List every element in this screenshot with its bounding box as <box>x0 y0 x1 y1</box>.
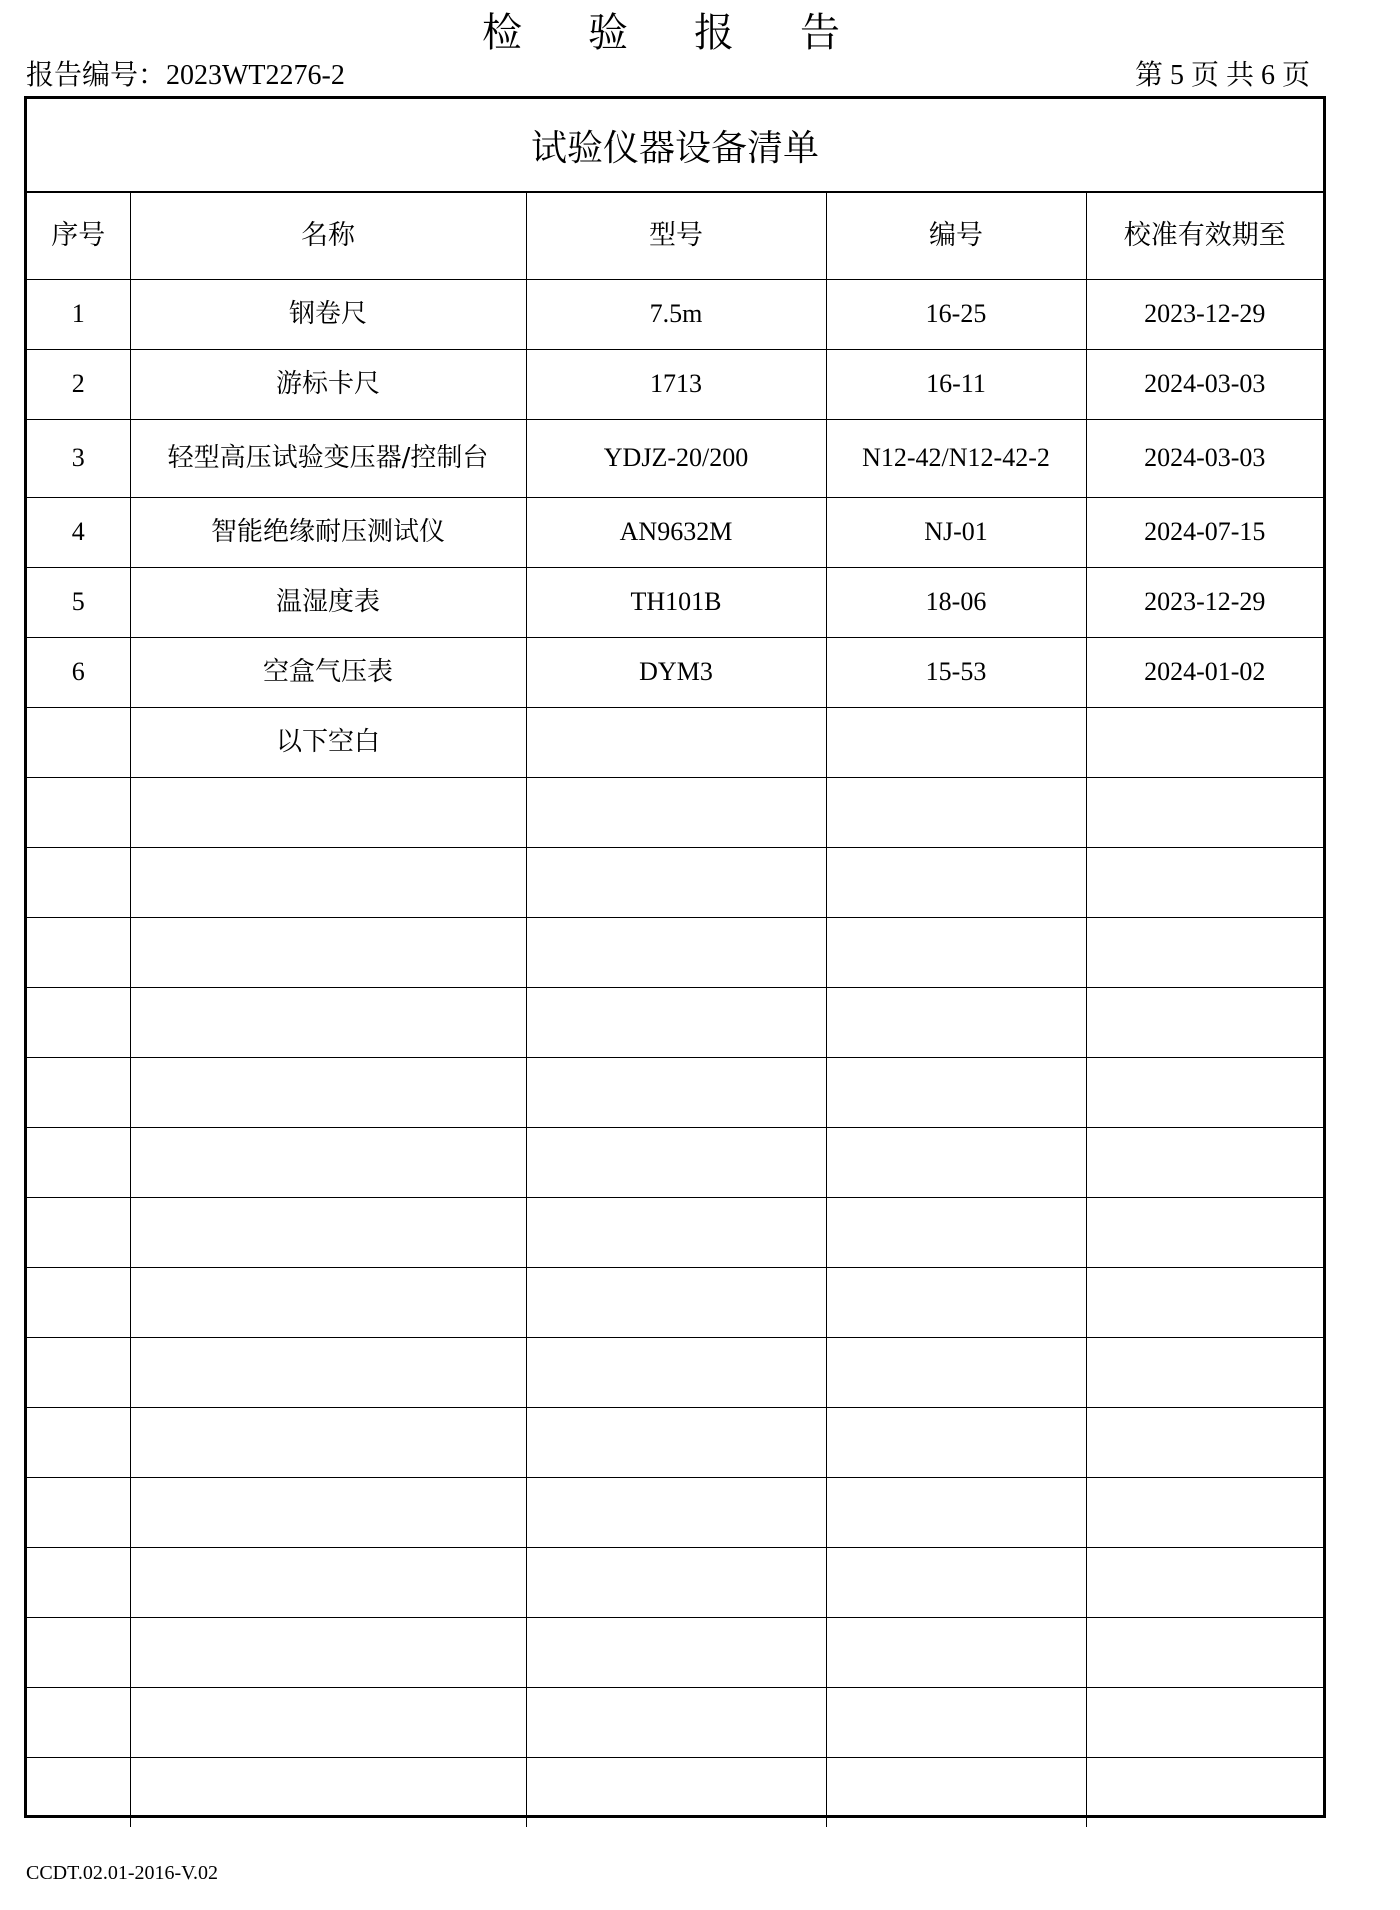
table-row-empty <box>27 847 1323 917</box>
cell-no <box>27 707 130 777</box>
empty-cell <box>130 1687 526 1757</box>
cell-no: 5 <box>27 567 130 637</box>
cell-valid-until: 2024-07-15 <box>1086 497 1323 567</box>
table-row <box>27 419 1323 497</box>
cell-name: 温湿度表 <box>130 567 526 637</box>
empty-cell <box>27 1617 130 1687</box>
empty-cell <box>27 1197 130 1267</box>
empty-cell <box>130 987 526 1057</box>
empty-cell <box>826 1477 1086 1547</box>
table-title: 试验仪器设备清单 <box>27 99 1323 193</box>
empty-cell <box>130 1477 526 1547</box>
report-number: 报告编号：2023WT2276-2 <box>26 60 345 91</box>
empty-cell <box>130 1057 526 1127</box>
table-row <box>27 349 1323 419</box>
empty-cell <box>1086 987 1323 1057</box>
table-row-empty <box>27 1337 1323 1407</box>
empty-cell <box>27 1547 130 1617</box>
empty-cell <box>130 917 526 987</box>
blank-note: 以下空白 <box>130 707 526 777</box>
table-row-empty <box>27 1127 1323 1197</box>
empty-cell <box>526 1197 826 1267</box>
table-row <box>27 567 1323 637</box>
column-header-code: 编号 <box>826 193 1086 279</box>
cell-name: 轻型高压试验变压器/控制台 <box>130 419 526 497</box>
empty-cell <box>526 1687 826 1757</box>
empty-cell <box>526 1617 826 1687</box>
empty-cell <box>826 987 1086 1057</box>
cell-no: 2 <box>27 349 130 419</box>
empty-cell <box>826 1197 1086 1267</box>
empty-cell <box>826 917 1086 987</box>
cell-code: 18-06 <box>826 567 1086 637</box>
table-row-empty <box>27 1477 1323 1547</box>
empty-cell <box>826 1057 1086 1127</box>
cell-code: 15-53 <box>826 637 1086 707</box>
table-row-empty <box>27 1547 1323 1617</box>
empty-cell <box>27 777 130 847</box>
empty-cell <box>130 847 526 917</box>
empty-cell <box>526 987 826 1057</box>
empty-cell <box>1086 1617 1323 1687</box>
empty-cell <box>526 777 826 847</box>
table-row-empty <box>27 1057 1323 1127</box>
empty-cell <box>526 917 826 987</box>
empty-cell <box>1086 1197 1323 1267</box>
column-header-model: 型号 <box>526 193 826 279</box>
cell-model: YDJZ-20/200 <box>526 419 826 497</box>
table-row-empty <box>27 1757 1323 1827</box>
empty-cell <box>1086 1757 1323 1827</box>
table-row-empty <box>27 987 1323 1057</box>
empty-cell <box>27 917 130 987</box>
empty-cell <box>526 1337 826 1407</box>
empty-cell <box>130 1337 526 1407</box>
cell-valid-until <box>1086 707 1323 777</box>
empty-cell <box>826 1757 1086 1827</box>
table-row-empty <box>27 777 1323 847</box>
empty-cell <box>27 1267 130 1337</box>
cell-name: 游标卡尺 <box>130 349 526 419</box>
empty-cell <box>1086 1547 1323 1617</box>
empty-cell <box>27 1757 130 1827</box>
table-row <box>27 279 1323 349</box>
empty-cell <box>1086 1687 1323 1757</box>
page-info: 第 5 页 共 6 页 <box>1134 60 1310 91</box>
cell-valid-until: 2024-01-02 <box>1086 637 1323 707</box>
empty-cell <box>27 1057 130 1127</box>
empty-cell <box>27 1407 130 1477</box>
empty-cell <box>826 777 1086 847</box>
empty-cell <box>1086 1337 1323 1407</box>
empty-cell <box>130 1617 526 1687</box>
cell-no: 6 <box>27 637 130 707</box>
equipment-table <box>27 193 1323 1827</box>
cell-no: 4 <box>27 497 130 567</box>
empty-cell <box>826 1337 1086 1407</box>
cell-valid-until: 2024-03-03 <box>1086 349 1323 419</box>
empty-cell <box>1086 1477 1323 1547</box>
empty-cell <box>130 1127 526 1197</box>
table-row-blank-note <box>27 707 1323 777</box>
cell-no: 1 <box>27 279 130 349</box>
cell-valid-until: 2023-12-29 <box>1086 567 1323 637</box>
column-header-valid-until: 校准有效期至 <box>1086 193 1323 279</box>
empty-cell <box>526 1407 826 1477</box>
empty-cell <box>27 1687 130 1757</box>
empty-cell <box>826 1617 1086 1687</box>
empty-cell <box>826 847 1086 917</box>
empty-cell <box>27 1477 130 1547</box>
empty-cell <box>826 1547 1086 1617</box>
table-row-empty <box>27 1687 1323 1757</box>
cell-code: 16-11 <box>826 349 1086 419</box>
empty-cell <box>526 1757 826 1827</box>
cell-model: DYM3 <box>526 637 826 707</box>
cell-model: AN9632M <box>526 497 826 567</box>
cell-valid-until: 2023-12-29 <box>1086 279 1323 349</box>
cell-model: TH101B <box>526 567 826 637</box>
table-row-empty <box>27 1617 1323 1687</box>
table-header-row <box>27 193 1323 279</box>
equipment-list-frame <box>24 96 1326 1818</box>
empty-cell <box>1086 777 1323 847</box>
cell-no: 3 <box>27 419 130 497</box>
cell-name: 智能绝缘耐压测试仪 <box>130 497 526 567</box>
cell-model: 7.5m <box>526 279 826 349</box>
table-row-empty <box>27 1267 1323 1337</box>
empty-cell <box>826 1687 1086 1757</box>
empty-cell <box>1086 917 1323 987</box>
cell-code: NJ-01 <box>826 497 1086 567</box>
cell-model: 1713 <box>526 349 826 419</box>
empty-cell <box>526 1547 826 1617</box>
cell-code: N12-42/N12-42-2 <box>826 419 1086 497</box>
empty-cell <box>1086 1057 1323 1127</box>
table-row-empty <box>27 1407 1323 1477</box>
empty-cell <box>1086 1127 1323 1197</box>
empty-cell <box>526 1057 826 1127</box>
empty-cell <box>130 777 526 847</box>
table-row-empty <box>27 1197 1323 1267</box>
cell-model <box>526 707 826 777</box>
empty-cell <box>526 1127 826 1197</box>
document-title: 检 验 报 告 <box>482 10 868 55</box>
column-header-name: 名称 <box>130 193 526 279</box>
cell-name: 空盒气压表 <box>130 637 526 707</box>
empty-cell <box>27 847 130 917</box>
table-row <box>27 637 1323 707</box>
empty-cell <box>826 1407 1086 1477</box>
empty-cell <box>826 1267 1086 1337</box>
empty-cell <box>27 1337 130 1407</box>
empty-cell <box>130 1407 526 1477</box>
empty-cell <box>130 1547 526 1617</box>
empty-cell <box>526 847 826 917</box>
empty-cell <box>526 1267 826 1337</box>
empty-cell <box>526 1477 826 1547</box>
cell-code <box>826 707 1086 777</box>
empty-cell <box>130 1197 526 1267</box>
table-row-empty <box>27 917 1323 987</box>
empty-cell <box>1086 1407 1323 1477</box>
cell-valid-until: 2024-03-03 <box>1086 419 1323 497</box>
column-header-no: 序号 <box>27 193 130 279</box>
empty-cell <box>130 1757 526 1827</box>
empty-cell <box>1086 1267 1323 1337</box>
table-row <box>27 497 1323 567</box>
cell-code: 16-25 <box>826 279 1086 349</box>
empty-cell <box>826 1127 1086 1197</box>
form-code: CCDT.02.01-2016-V.02 <box>26 1862 219 1884</box>
cell-name: 钢卷尺 <box>130 279 526 349</box>
empty-cell <box>27 987 130 1057</box>
empty-cell <box>1086 847 1323 917</box>
empty-cell <box>130 1267 526 1337</box>
empty-cell <box>27 1127 130 1197</box>
